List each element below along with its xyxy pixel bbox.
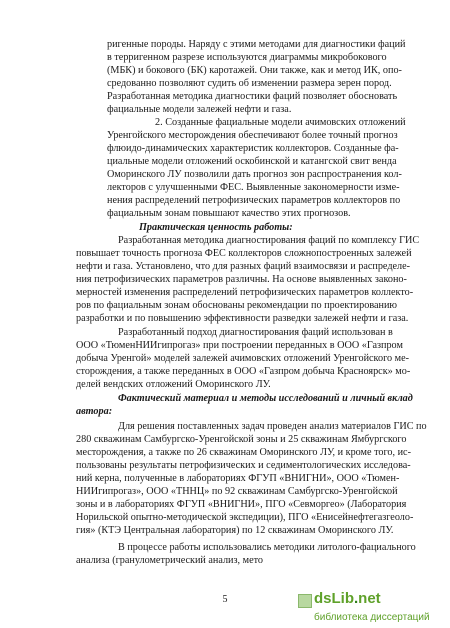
text-line: гия» (КТЭ Центральная лаборатория) по 12 скважинам Оморинского ЛУ. — [76, 525, 394, 537]
text-line: 2. Созданные фациальные модели ачимовских отложений — [155, 117, 406, 128]
text-line: ригенные породы. Наряду с этими методами для диагностики фаций — [107, 39, 406, 50]
dslib-watermark — [298, 592, 448, 626]
text-line: Для решения поставленных задач проведен анализ материалов ГИС по — [118, 421, 427, 432]
text-line: месторождения, а также по 26 скважинам Оморинского ЛУ, и кроме того, ис- — [76, 447, 411, 459]
logo-tld: net — [358, 590, 381, 607]
text-line: Оморинского ЛУ позволили дать прогноз зон распространения кол- — [107, 169, 402, 181]
text-line: Разработанная методика диагностирования фаций по комплексу ГИС — [118, 235, 420, 246]
text-line: ния петрофизических параметров различны. На основе выявленных законо- — [76, 274, 407, 286]
text-line: мерностей изменения распределений петрофизических параметров коллекто- — [76, 287, 414, 299]
text-line: фациальным зонам повышают качество этих прогнозов. — [107, 208, 351, 220]
paragraph-approach-usage — [76, 326, 411, 391]
paragraph-factual-material — [76, 420, 427, 537]
text-line: добыча Уренгой» моделей залежей ачимовских отложений Уренгойского ме- — [76, 353, 409, 365]
text-line: 280 скважинам Самбургско-Уренгойской зоны и 25 скважинам Ямбургского — [76, 434, 407, 446]
text-line: пользованы результаты петрофизических и седиментологических исследова- — [76, 460, 411, 472]
text-line: ров по фациальным зонам обоснованы рекомендации по проектированию — [76, 300, 398, 312]
text-line: средованно позволяют судить об изменении размера зерен пород. — [107, 78, 392, 90]
text-line: фациальные модели залежей нефти и газа. — [107, 104, 292, 116]
paragraph-methods — [76, 541, 416, 567]
text-line: Уренгойского месторождения обеспечивают более точный прогноз — [107, 130, 398, 142]
text-line: (МБК) и бокового (БК) каротажей. Они также, как и метод ИК, опо- — [107, 65, 402, 77]
paragraph-diagnostics-methods — [107, 38, 406, 116]
logo-dot: . — [354, 590, 359, 607]
book-icon — [298, 594, 312, 608]
text-line: разработки и по повышению эффективности разведки залежей нефти и газа. — [76, 313, 409, 325]
text-line: в терригенном разрезе используются диаграммы микробокового — [107, 52, 387, 64]
text-line: анализа (гранулометрический анализ, мето — [76, 555, 264, 567]
text-line: Разработанная методика диагностики фаций позволяет обосновать — [107, 91, 398, 103]
text-line: лекторов с улучшенными ФЕС. Выявленные закономерности изме- — [107, 182, 400, 194]
text-line: ний керна, полученные в лабораториях ФГУП «ВНИГНИ», ООО «Тюмен- — [76, 473, 400, 485]
text-line: нения распределений петрофизических параметров коллекторов по — [107, 195, 401, 207]
text-line: делей вендских отложений Оморинского ЛУ. — [76, 379, 271, 391]
text-line: Разработанный подход диагностирования фаций использован в — [118, 327, 393, 338]
page-number: 5 — [222, 594, 228, 605]
text-line: В процессе работы использовались методики литолого-фациального — [118, 542, 416, 553]
text-line: нефти и газа. Установлено, что для разных фаций взаимосвязи и распределе- — [76, 261, 411, 273]
text-line: НИИгипрогаз», ООО «ТННЦ» по 92 скважинам Самбургско-Уренгойской — [76, 486, 398, 498]
section-heading-factual-material — [76, 392, 413, 418]
text-line: Норильской опытно-методической экспедиции), ПГО «Енисейнефтегазгеоло- — [76, 512, 414, 524]
text-line: зоны и в лабораториях ФГУП «ВНИГНИ», ПГО «Севморгео» (Лаборатория — [76, 499, 407, 511]
dslib-logo — [314, 592, 381, 605]
text-line: флюидо-динамических характеристик коллекторов. Созданные фа- — [107, 143, 399, 155]
text-line: ООО «ТюменНИИгипрогаз» при построении переданных в ООО «Газпром — [76, 340, 403, 352]
section-heading-practical-value — [139, 221, 389, 234]
text-line: повышает точность прогноза ФЕС коллекторов сложнопостроенных залежей — [76, 248, 412, 260]
heading-text: Фактический материал и методы исследований и личный вклад — [118, 393, 413, 404]
text-line: циальные модели отложений оскобинской и катангской свит венда — [107, 156, 397, 168]
heading-text: Практическая ценность работы: — [139, 222, 293, 233]
paragraph-practical-value — [76, 234, 420, 325]
text-line: сторождения, а также переданных в ООО «Газпром добыча Красноярск» мо- — [76, 366, 411, 378]
paragraph-point-2 — [107, 116, 406, 220]
heading-text: автора: — [76, 406, 113, 418]
watermark-subtitle: библиотека диссертаций — [314, 612, 430, 623]
logo-main: dsLib — [314, 590, 354, 607]
